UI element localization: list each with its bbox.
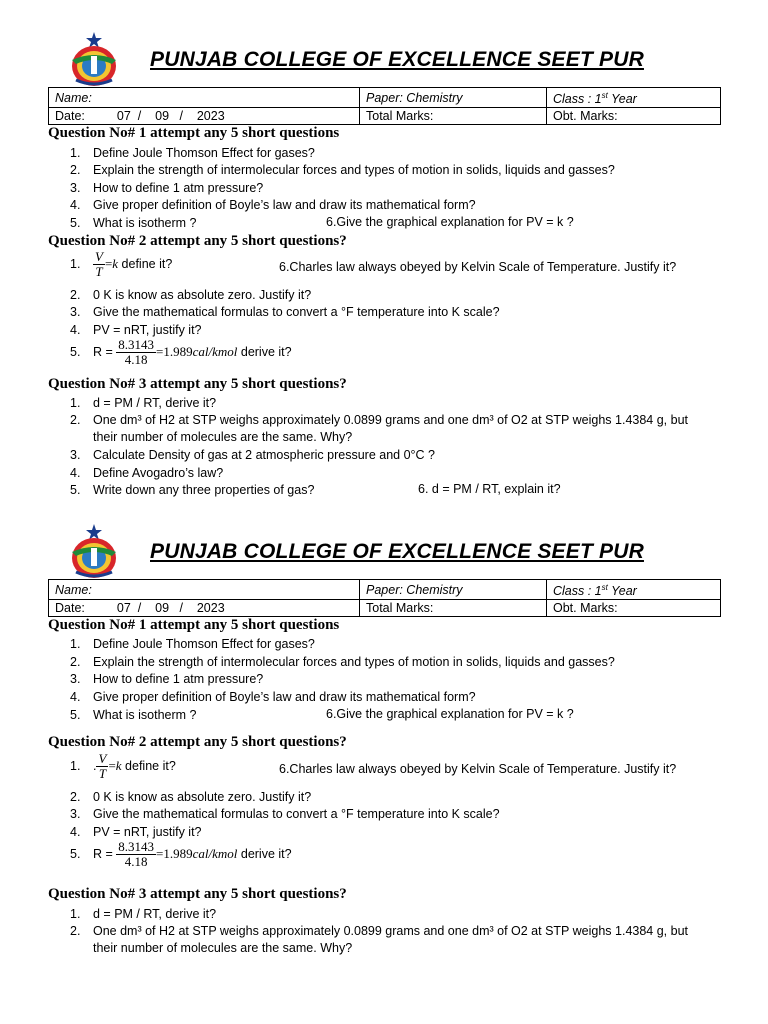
q2-item: 2. 0 K is know as absolute zero. Justify it? (70, 288, 312, 302)
header-table (48, 579, 721, 617)
q1-item: 5. What is isotherm ? (70, 216, 197, 230)
q2-item-1: 1. $\frac{V}{T}$ =k define it? (70, 249, 173, 279)
q3-heading: Question No# 3 attempt any 5 short questions? (48, 376, 347, 392)
q2-item: 2. 0 K is know as absolute zero. Justify it? (70, 790, 312, 804)
q1-extra: 6.Give the graphical explanation for PV = k ? (326, 215, 574, 229)
q2-heading: Question No# 2 attempt any 5 short questions? (48, 734, 347, 750)
q1-item: 3. How to define 1 atm pressure? (70, 181, 264, 195)
q3-item: 2. One dm³ of H2 at STP weighs approximately 0.0899 grams and one dm³ of O2 at STP weighs 1.4384 g, but (70, 413, 689, 427)
q2-item-5: 5. R = $\frac{8.3143}{4.18}$ =1.989cal/kmol derive it? (70, 337, 292, 367)
obt-marks-label: Obt. Marks: (547, 108, 721, 125)
q1-extra: 6.Give the graphical explanation for PV = k ? (326, 707, 574, 721)
q2-extra: 6.Charles law always obeyed by Kelvin Scale of Temperature. Justify it? (279, 260, 677, 274)
q2-item-5: 5. R = $\frac{8.3143}{4.18}$ =1.989cal/kmol derive it? (70, 839, 292, 869)
q1-item: 3. How to define 1 atm pressure? (70, 672, 264, 686)
q2-item: 3. Give the mathematical formulas to convert a °F temperature into K scale? (70, 305, 500, 319)
q2-item: 4. PV = nRT, justify it? (70, 825, 202, 839)
q3-item: 1. d = PM / RT, derive it? (70, 907, 217, 921)
q3-item: 3. Calculate Density of gas at 2 atmospheric pressure and 0°C ? (70, 448, 435, 462)
q3-item: 2. One dm³ of H2 at STP weighs approximately 0.0899 grams and one dm³ of O2 at STP weighs 1.4384 g, but (70, 924, 689, 938)
page-title: PUNJAB COLLEGE OF EXCELLENCE SEET PUR (150, 540, 644, 563)
q3-extra: 6. d = PM / RT, explain it? (418, 482, 561, 496)
q3-item-2-continuation: their number of molecules are the same. Why? (93, 430, 353, 444)
q1-item: 4. Give proper definition of Boyle’s law and draw its mathematical form? (70, 198, 476, 212)
q1-item: 1. Define Joule Thomson Effect for gases? (70, 637, 315, 651)
q2-item-1: 1. . $\frac{V}{T}$ =k define it? (70, 751, 176, 781)
q2-item: 4. PV = nRT, justify it? (70, 323, 202, 337)
q3-heading: Question No# 3 attempt any 5 short questions? (48, 886, 347, 902)
total-marks-label: Total Marks: (360, 108, 547, 125)
q1-item: 1. Define Joule Thomson Effect for gases? (70, 146, 315, 160)
paper-label: Paper: Chemistry (360, 88, 547, 108)
name-label: Name: (49, 88, 360, 108)
q3-item: 4. Define Avogadro’s law? (70, 466, 224, 480)
q1-heading: Question No# 1 attempt any 5 short questions (48, 617, 340, 633)
q2-item: 3. Give the mathematical formulas to convert a °F temperature into K scale? (70, 807, 500, 821)
college-logo (64, 522, 124, 582)
q1-item: 2. Explain the strength of intermolecular forces and types of motion in solids, liquids and gasses? (70, 163, 615, 177)
total-marks-label: Total Marks: (360, 600, 547, 617)
q1-item: 5. What is isotherm ? (70, 708, 197, 722)
q1-heading: Question No# 1 attempt any 5 short questions (48, 125, 340, 141)
q2-heading: Question No# 2 attempt any 5 short questions? (48, 233, 347, 249)
q3-item: 5. Write down any three properties of gas? (70, 483, 315, 497)
class-label: Class : 1st Year (547, 580, 721, 600)
q3-item: 1. d = PM / RT, derive it? (70, 396, 217, 410)
page-title: PUNJAB COLLEGE OF EXCELLENCE SEET PUR (150, 48, 644, 71)
date-label: Date: 07 / 09 / 2023 (49, 600, 360, 617)
obt-marks-label: Obt. Marks: (547, 600, 721, 617)
name-label: Name: (49, 580, 360, 600)
paper-label: Paper: Chemistry (360, 580, 547, 600)
date-label: Date: 07 / 09 / 2023 (49, 108, 360, 125)
q2-extra: 6.Charles law always obeyed by Kelvin Scale of Temperature. Justify it? (279, 762, 677, 776)
q1-item: 4. Give proper definition of Boyle’s law and draw its mathematical form? (70, 690, 476, 704)
q3-item-2-continuation: their number of molecules are the same. Why? (93, 941, 353, 955)
q1-item: 2. Explain the strength of intermolecular forces and types of motion in solids, liquids and gasses? (70, 655, 615, 669)
class-label: Class : 1st Year (547, 88, 721, 108)
